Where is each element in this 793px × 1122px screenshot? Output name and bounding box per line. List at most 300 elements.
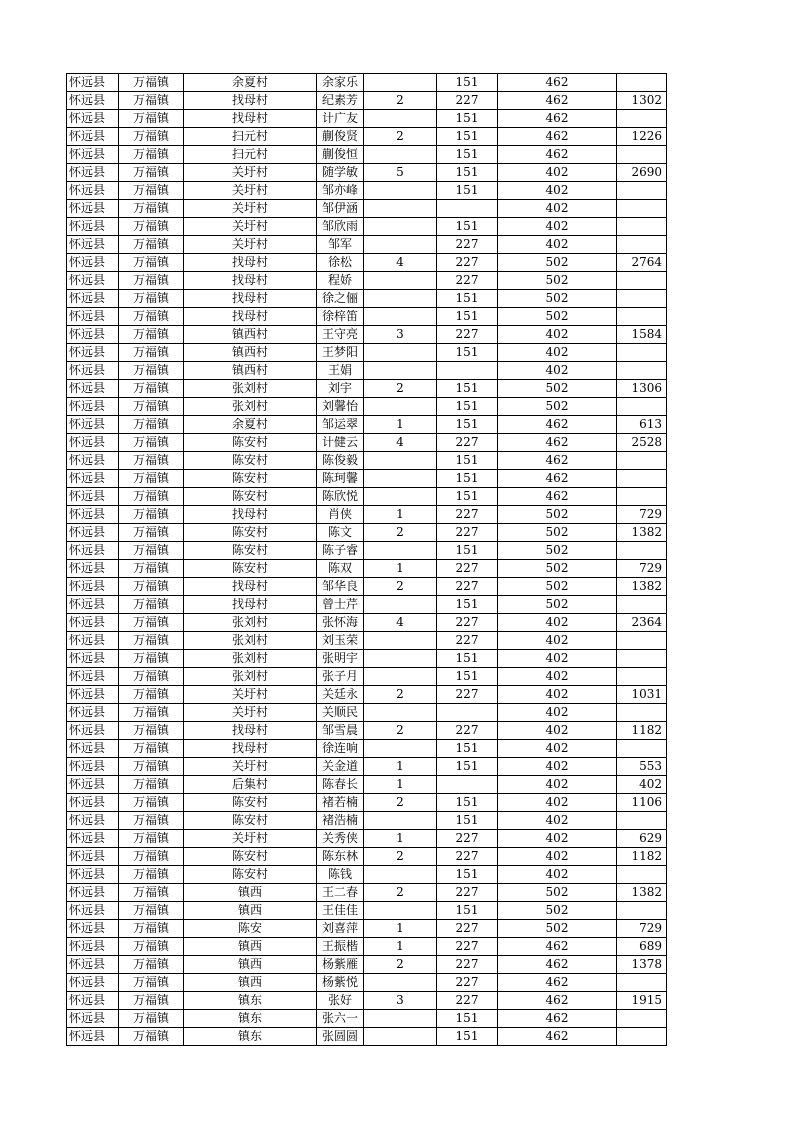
- amount-b-cell: 402: [498, 704, 617, 722]
- county-cell: 怀远县: [67, 182, 119, 200]
- county-cell: 怀远县: [67, 848, 119, 866]
- county-cell: 怀远县: [67, 1028, 119, 1046]
- county-cell: 怀远县: [67, 794, 119, 812]
- name-cell: 蒯俊贤: [317, 128, 364, 146]
- household-count-cell: 3: [364, 326, 437, 344]
- village-cell: 关圩村: [184, 704, 317, 722]
- household-count-cell: [364, 398, 437, 416]
- amount-b-cell: 502: [498, 254, 617, 272]
- household-count-cell: 1: [364, 758, 437, 776]
- village-cell: 关圩村: [184, 830, 317, 848]
- name-cell: 王二春: [317, 884, 364, 902]
- table-row: [67, 542, 667, 560]
- household-count-cell: 1: [364, 920, 437, 938]
- total-cell: 1382: [617, 524, 667, 542]
- village-cell: 关圩村: [184, 200, 317, 218]
- name-cell: 张好: [317, 992, 364, 1010]
- table-row: [67, 650, 667, 668]
- household-count-cell: 2: [364, 794, 437, 812]
- total-cell: [617, 290, 667, 308]
- table-row: [67, 560, 667, 578]
- total-cell: [617, 668, 667, 686]
- county-cell: 怀远县: [67, 128, 119, 146]
- amount-b-cell: 402: [498, 344, 617, 362]
- amount-a-cell: 227: [437, 632, 498, 650]
- amount-a-cell: 227: [437, 938, 498, 956]
- name-cell: 张怀海: [317, 614, 364, 632]
- table-row: [67, 938, 667, 956]
- county-cell: 怀远县: [67, 254, 119, 272]
- amount-a-cell: 227: [437, 434, 498, 452]
- name-cell: 陈文: [317, 524, 364, 542]
- total-cell: [617, 74, 667, 92]
- total-cell: 689: [617, 938, 667, 956]
- household-count-cell: 1: [364, 776, 437, 794]
- total-cell: 2764: [617, 254, 667, 272]
- amount-a-cell: 227: [437, 254, 498, 272]
- amount-b-cell: 462: [498, 110, 617, 128]
- village-cell: 关圩村: [184, 218, 317, 236]
- household-count-cell: [364, 740, 437, 758]
- amount-a-cell: 227: [437, 974, 498, 992]
- household-count-cell: 2: [364, 578, 437, 596]
- amount-a-cell: 151: [437, 398, 498, 416]
- amount-a-cell: 227: [437, 920, 498, 938]
- amount-b-cell: 402: [498, 722, 617, 740]
- table-row: [67, 596, 667, 614]
- amount-a-cell: 151: [437, 650, 498, 668]
- name-cell: 陈东林: [317, 848, 364, 866]
- household-count-cell: [364, 596, 437, 614]
- county-cell: 怀远县: [67, 920, 119, 938]
- town-cell: 万福镇: [119, 182, 184, 200]
- name-cell: 徐梓笛: [317, 308, 364, 326]
- total-cell: 553: [617, 758, 667, 776]
- name-cell: 肖侠: [317, 506, 364, 524]
- county-cell: 怀远县: [67, 452, 119, 470]
- household-count-cell: 2: [364, 956, 437, 974]
- name-cell: 邹军: [317, 236, 364, 254]
- amount-a-cell: 151: [437, 794, 498, 812]
- name-cell: 陈子睿: [317, 542, 364, 560]
- table-row: [67, 146, 667, 164]
- table-row: [67, 524, 667, 542]
- amount-a-cell: 227: [437, 722, 498, 740]
- amount-a-cell: 227: [437, 614, 498, 632]
- county-cell: 怀远县: [67, 362, 119, 380]
- county-cell: 怀远县: [67, 884, 119, 902]
- total-cell: 1378: [617, 956, 667, 974]
- county-cell: 怀远县: [67, 668, 119, 686]
- household-count-cell: 5: [364, 164, 437, 182]
- county-cell: 怀远县: [67, 902, 119, 920]
- county-cell: 怀远县: [67, 650, 119, 668]
- household-count-cell: 2: [364, 722, 437, 740]
- table-row: [67, 92, 667, 110]
- village-cell: 镇西: [184, 902, 317, 920]
- table-row: [67, 506, 667, 524]
- amount-b-cell: 402: [498, 614, 617, 632]
- amount-a-cell: 227: [437, 326, 498, 344]
- total-cell: 729: [617, 506, 667, 524]
- total-cell: 1226: [617, 128, 667, 146]
- household-count-cell: [364, 488, 437, 506]
- town-cell: 万福镇: [119, 650, 184, 668]
- county-cell: 怀远县: [67, 704, 119, 722]
- county-cell: 怀远县: [67, 740, 119, 758]
- amount-b-cell: 462: [498, 92, 617, 110]
- household-count-cell: 4: [364, 614, 437, 632]
- county-cell: 怀远县: [67, 596, 119, 614]
- town-cell: 万福镇: [119, 974, 184, 992]
- village-cell: 张刘村: [184, 380, 317, 398]
- village-cell: 镇西村: [184, 344, 317, 362]
- name-cell: 刘馨怡: [317, 398, 364, 416]
- amount-a-cell: 151: [437, 308, 498, 326]
- amount-b-cell: 402: [498, 740, 617, 758]
- name-cell: 邹运翠: [317, 416, 364, 434]
- county-cell: 怀远县: [67, 344, 119, 362]
- village-cell: 陈安村: [184, 866, 317, 884]
- county-cell: 怀远县: [67, 290, 119, 308]
- town-cell: 万福镇: [119, 254, 184, 272]
- amount-b-cell: 402: [498, 218, 617, 236]
- village-cell: 找母村: [184, 740, 317, 758]
- total-cell: [617, 650, 667, 668]
- amount-b-cell: 462: [498, 128, 617, 146]
- county-cell: 怀远县: [67, 74, 119, 92]
- county-cell: 怀远县: [67, 146, 119, 164]
- household-count-cell: [364, 542, 437, 560]
- amount-b-cell: 402: [498, 758, 617, 776]
- total-cell: [617, 452, 667, 470]
- household-count-cell: [364, 704, 437, 722]
- town-cell: 万福镇: [119, 1010, 184, 1028]
- county-cell: 怀远县: [67, 632, 119, 650]
- county-cell: 怀远县: [67, 434, 119, 452]
- town-cell: 万福镇: [119, 794, 184, 812]
- amount-b-cell: 402: [498, 794, 617, 812]
- household-count-cell: [364, 974, 437, 992]
- household-count-cell: [364, 866, 437, 884]
- name-cell: 王梦阳: [317, 344, 364, 362]
- amount-a-cell: 227: [437, 524, 498, 542]
- table-row: [67, 1010, 667, 1028]
- table-row: [67, 578, 667, 596]
- table-row: [67, 272, 667, 290]
- village-cell: 张刘村: [184, 668, 317, 686]
- table-row: [67, 218, 667, 236]
- name-cell: 陈双: [317, 560, 364, 578]
- town-cell: 万福镇: [119, 614, 184, 632]
- table-row: [67, 380, 667, 398]
- amount-b-cell: 502: [498, 902, 617, 920]
- household-count-cell: [364, 218, 437, 236]
- county-cell: 怀远县: [67, 974, 119, 992]
- village-cell: 陈安村: [184, 488, 317, 506]
- name-cell: 张子月: [317, 668, 364, 686]
- table-row: [67, 290, 667, 308]
- amount-a-cell: 151: [437, 128, 498, 146]
- name-cell: 陈珂馨: [317, 470, 364, 488]
- town-cell: 万福镇: [119, 704, 184, 722]
- household-count-cell: 4: [364, 254, 437, 272]
- household-count-cell: 4: [364, 434, 437, 452]
- amount-b-cell: 462: [498, 416, 617, 434]
- total-cell: [617, 1028, 667, 1046]
- village-cell: 扫元村: [184, 128, 317, 146]
- table-row: [67, 1028, 667, 1046]
- table-row: [67, 776, 667, 794]
- table-row: [67, 236, 667, 254]
- village-cell: 陈安村: [184, 560, 317, 578]
- table-row: [67, 470, 667, 488]
- amount-a-cell: 227: [437, 686, 498, 704]
- town-cell: 万福镇: [119, 542, 184, 560]
- amount-a-cell: 151: [437, 452, 498, 470]
- village-cell: 张刘村: [184, 632, 317, 650]
- table-row: [67, 200, 667, 218]
- amount-b-cell: 402: [498, 848, 617, 866]
- household-count-cell: 2: [364, 128, 437, 146]
- county-cell: 怀远县: [67, 614, 119, 632]
- amount-a-cell: 227: [437, 506, 498, 524]
- county-cell: 怀远县: [67, 92, 119, 110]
- town-cell: 万福镇: [119, 200, 184, 218]
- total-cell: 1915: [617, 992, 667, 1010]
- town-cell: 万福镇: [119, 506, 184, 524]
- amount-a-cell: 227: [437, 992, 498, 1010]
- table-row: [67, 830, 667, 848]
- table-row: [67, 614, 667, 632]
- household-count-cell: [364, 470, 437, 488]
- village-cell: 镇西: [184, 974, 317, 992]
- amount-b-cell: 502: [498, 398, 617, 416]
- total-cell: [617, 740, 667, 758]
- town-cell: 万福镇: [119, 344, 184, 362]
- county-cell: 怀远县: [67, 722, 119, 740]
- household-count-cell: 3: [364, 992, 437, 1010]
- village-cell: 关圩村: [184, 182, 317, 200]
- amount-b-cell: 462: [498, 452, 617, 470]
- table-row: [67, 488, 667, 506]
- amount-a-cell: 227: [437, 848, 498, 866]
- amount-b-cell: 402: [498, 182, 617, 200]
- name-cell: 关顺民: [317, 704, 364, 722]
- household-count-cell: [364, 200, 437, 218]
- amount-a-cell: [437, 704, 498, 722]
- county-cell: 怀远县: [67, 866, 119, 884]
- amount-b-cell: 502: [498, 308, 617, 326]
- total-cell: 2528: [617, 434, 667, 452]
- county-cell: 怀远县: [67, 542, 119, 560]
- town-cell: 万福镇: [119, 866, 184, 884]
- amount-b-cell: 402: [498, 236, 617, 254]
- household-count-cell: [364, 668, 437, 686]
- table-row: [67, 632, 667, 650]
- name-cell: 王佳佳: [317, 902, 364, 920]
- town-cell: 万福镇: [119, 722, 184, 740]
- town-cell: 万福镇: [119, 218, 184, 236]
- town-cell: 万福镇: [119, 398, 184, 416]
- name-cell: 计健云: [317, 434, 364, 452]
- county-cell: 怀远县: [67, 506, 119, 524]
- amount-b-cell: 502: [498, 380, 617, 398]
- village-cell: 找母村: [184, 254, 317, 272]
- total-cell: 1306: [617, 380, 667, 398]
- household-count-cell: [364, 632, 437, 650]
- amount-b-cell: 502: [498, 290, 617, 308]
- table-row: [67, 398, 667, 416]
- total-cell: 2364: [617, 614, 667, 632]
- amount-b-cell: 402: [498, 650, 617, 668]
- county-cell: 怀远县: [67, 830, 119, 848]
- name-cell: 陈钱: [317, 866, 364, 884]
- name-cell: 关秀侠: [317, 830, 364, 848]
- total-cell: [617, 308, 667, 326]
- household-count-cell: [364, 650, 437, 668]
- village-cell: 找母村: [184, 92, 317, 110]
- village-cell: 找母村: [184, 722, 317, 740]
- table-row: [67, 326, 667, 344]
- table-row: [67, 848, 667, 866]
- town-cell: 万福镇: [119, 272, 184, 290]
- household-count-cell: [364, 452, 437, 470]
- amount-a-cell: [437, 362, 498, 380]
- village-cell: 找母村: [184, 290, 317, 308]
- amount-b-cell: 462: [498, 938, 617, 956]
- amount-b-cell: 402: [498, 812, 617, 830]
- table-row: [67, 182, 667, 200]
- name-cell: 邹华良: [317, 578, 364, 596]
- town-cell: 万福镇: [119, 992, 184, 1010]
- town-cell: 万福镇: [119, 668, 184, 686]
- village-cell: 关圩村: [184, 164, 317, 182]
- table-row: [67, 866, 667, 884]
- total-cell: [617, 398, 667, 416]
- total-cell: 2690: [617, 164, 667, 182]
- village-cell: 镇西村: [184, 362, 317, 380]
- household-count-cell: [364, 110, 437, 128]
- amount-b-cell: 462: [498, 956, 617, 974]
- village-cell: 镇东: [184, 1028, 317, 1046]
- total-cell: 729: [617, 920, 667, 938]
- village-cell: 余夏村: [184, 74, 317, 92]
- name-cell: 邹欣雨: [317, 218, 364, 236]
- town-cell: 万福镇: [119, 776, 184, 794]
- name-cell: 陈俊毅: [317, 452, 364, 470]
- name-cell: 王振楷: [317, 938, 364, 956]
- table-row: [67, 884, 667, 902]
- total-cell: [617, 1010, 667, 1028]
- household-count-cell: [364, 812, 437, 830]
- name-cell: 计广友: [317, 110, 364, 128]
- name-cell: 徐之俪: [317, 290, 364, 308]
- table-row: [67, 722, 667, 740]
- amount-b-cell: 402: [498, 776, 617, 794]
- town-cell: 万福镇: [119, 686, 184, 704]
- total-cell: 1031: [617, 686, 667, 704]
- town-cell: 万福镇: [119, 380, 184, 398]
- county-cell: 怀远县: [67, 398, 119, 416]
- village-cell: 找母村: [184, 578, 317, 596]
- table-row: [67, 110, 667, 128]
- total-cell: [617, 974, 667, 992]
- name-cell: 张圆圆: [317, 1028, 364, 1046]
- amount-a-cell: 151: [437, 74, 498, 92]
- county-cell: 怀远县: [67, 200, 119, 218]
- amount-b-cell: 402: [498, 326, 617, 344]
- total-cell: 1106: [617, 794, 667, 812]
- table-row: [67, 74, 667, 92]
- household-count-cell: [364, 290, 437, 308]
- amount-a-cell: 151: [437, 1010, 498, 1028]
- amount-a-cell: 151: [437, 866, 498, 884]
- household-count-cell: 1: [364, 830, 437, 848]
- household-count-cell: 2: [364, 884, 437, 902]
- total-cell: [617, 488, 667, 506]
- name-cell: 王守亮: [317, 326, 364, 344]
- amount-a-cell: 151: [437, 1028, 498, 1046]
- table-row: [67, 704, 667, 722]
- household-count-cell: 1: [364, 416, 437, 434]
- village-cell: 找母村: [184, 110, 317, 128]
- total-cell: [617, 812, 667, 830]
- table-row: [67, 164, 667, 182]
- amount-a-cell: [437, 200, 498, 218]
- amount-b-cell: 502: [498, 884, 617, 902]
- amount-b-cell: 462: [498, 1028, 617, 1046]
- town-cell: 万福镇: [119, 308, 184, 326]
- town-cell: 万福镇: [119, 92, 184, 110]
- amount-a-cell: 227: [437, 578, 498, 596]
- name-cell: 程娇: [317, 272, 364, 290]
- amount-a-cell: 227: [437, 236, 498, 254]
- total-cell: [617, 362, 667, 380]
- amount-a-cell: 227: [437, 92, 498, 110]
- town-cell: 万福镇: [119, 938, 184, 956]
- total-cell: [617, 632, 667, 650]
- county-cell: 怀远县: [67, 758, 119, 776]
- county-cell: 怀远县: [67, 812, 119, 830]
- amount-a-cell: 151: [437, 470, 498, 488]
- town-cell: 万福镇: [119, 812, 184, 830]
- village-cell: 陈安村: [184, 542, 317, 560]
- total-cell: 1584: [617, 326, 667, 344]
- village-cell: 找母村: [184, 506, 317, 524]
- total-cell: [617, 344, 667, 362]
- town-cell: 万福镇: [119, 902, 184, 920]
- total-cell: 729: [617, 560, 667, 578]
- table-row: [67, 758, 667, 776]
- total-cell: [617, 200, 667, 218]
- total-cell: [617, 272, 667, 290]
- county-cell: 怀远县: [67, 992, 119, 1010]
- county-cell: 怀远县: [67, 218, 119, 236]
- total-cell: [617, 902, 667, 920]
- town-cell: 万福镇: [119, 470, 184, 488]
- amount-b-cell: 402: [498, 668, 617, 686]
- town-cell: 万福镇: [119, 74, 184, 92]
- amount-a-cell: 151: [437, 344, 498, 362]
- village-cell: 陈安村: [184, 524, 317, 542]
- table-row: [67, 416, 667, 434]
- amount-a-cell: 151: [437, 380, 498, 398]
- total-cell: 613: [617, 416, 667, 434]
- amount-a-cell: [437, 776, 498, 794]
- household-count-cell: [364, 902, 437, 920]
- town-cell: 万福镇: [119, 884, 184, 902]
